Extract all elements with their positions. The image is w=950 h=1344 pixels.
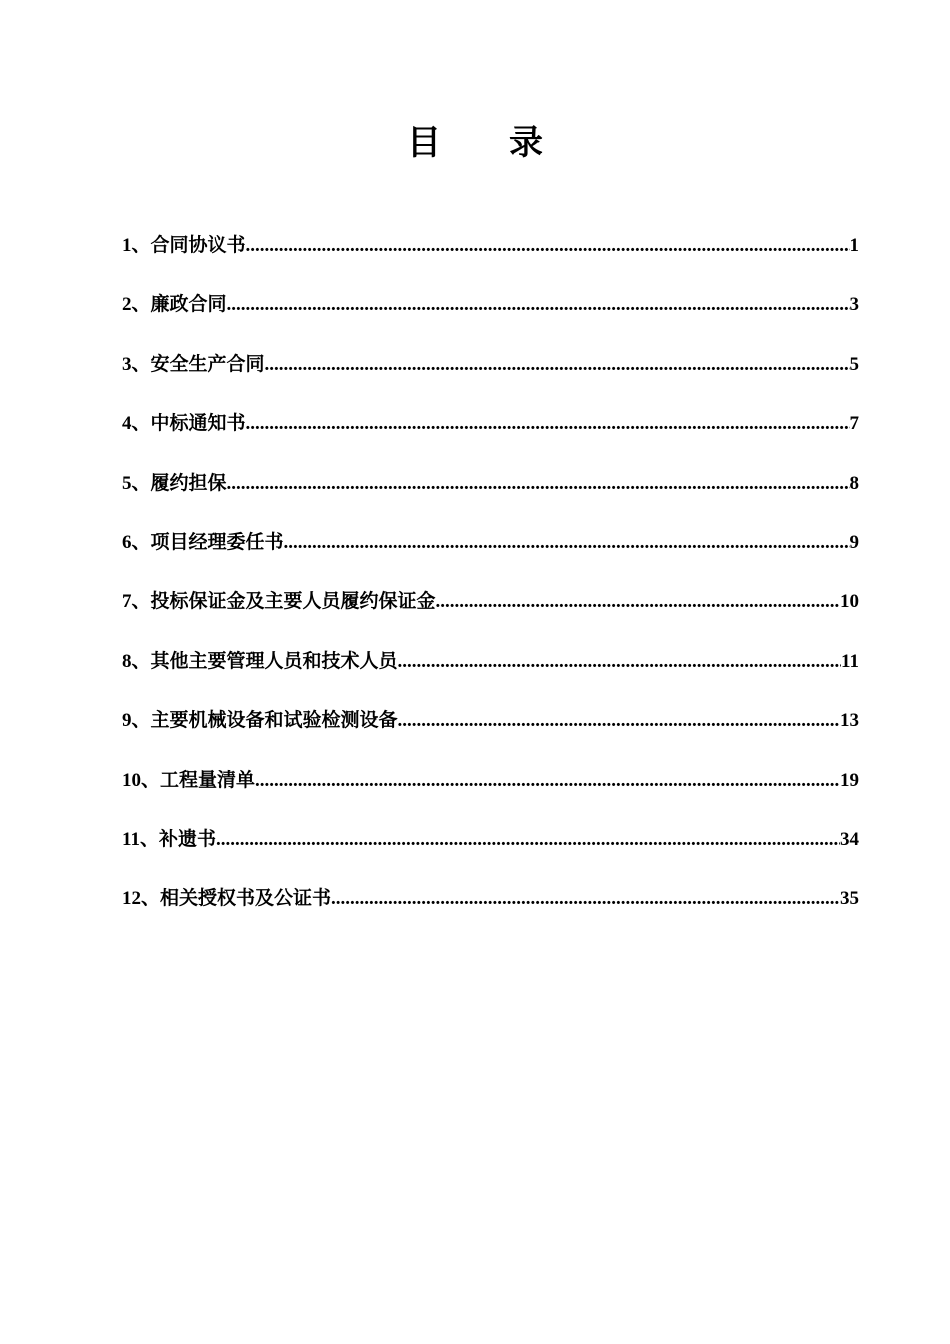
- toc-entry-label: 11、补遗书: [122, 828, 216, 850]
- toc-entry[interactable]: [122, 643, 859, 702]
- toc-entry-page: 5: [849, 353, 859, 375]
- toc-entry-label: 7、投标保证金及主要人员履约保证金: [122, 591, 436, 613]
- toc-entry-page: 35: [840, 888, 859, 910]
- table-of-contents: [122, 227, 859, 940]
- toc-leader-dots: [216, 821, 840, 859]
- toc-leader-dots: [255, 762, 840, 800]
- toc-entry-page: 19: [840, 769, 859, 791]
- toc-entry-page: 9: [849, 531, 859, 553]
- toc-entry-label: 1、合同协议书: [122, 235, 246, 256]
- toc-entry-page: 7: [849, 413, 859, 435]
- toc-leader-dots: [398, 702, 840, 740]
- toc-leader-dots: [436, 583, 840, 621]
- toc-leader-dots: [227, 286, 850, 324]
- toc-entry-label: 6、项目经理委任书: [122, 531, 284, 553]
- toc-entry-page: 8: [849, 472, 859, 494]
- toc-entry-label: 9、主要机械设备和试验检测设备: [122, 710, 398, 732]
- toc-entry-label: 8、其他主要管理人员和技术人员: [122, 650, 398, 672]
- toc-entry-label: 10、工程量清单: [122, 769, 256, 791]
- toc-entry-label: 4、中标通知书: [122, 413, 246, 435]
- toc-entry-page: 13: [840, 710, 859, 732]
- toc-entry[interactable]: [122, 346, 859, 405]
- toc-leader-dots: [331, 880, 840, 918]
- toc-entry[interactable]: [122, 583, 859, 642]
- toc-entry-page: 10: [840, 591, 859, 613]
- toc-leader-dots: [246, 227, 850, 265]
- toc-leader-dots: [284, 524, 850, 562]
- toc-entry[interactable]: [122, 762, 859, 821]
- toc-leader-dots: [227, 465, 850, 503]
- toc-entry-page: 34: [840, 828, 859, 850]
- toc-entry-page: 11: [841, 650, 859, 672]
- toc-entry[interactable]: [122, 227, 859, 286]
- toc-entry[interactable]: [122, 821, 859, 880]
- toc-entry[interactable]: [122, 286, 859, 345]
- toc-entry-page: 1: [849, 235, 859, 256]
- toc-entry-label: 5、履约担保: [122, 472, 227, 494]
- toc-entry[interactable]: [122, 465, 859, 524]
- toc-entry[interactable]: [122, 880, 859, 939]
- toc-title: 目 录: [407, 123, 543, 163]
- toc-leader-dots: [265, 346, 850, 384]
- toc-entry[interactable]: [122, 524, 859, 583]
- toc-entry-label: 2、廉政合同: [122, 294, 227, 316]
- toc-entry[interactable]: [122, 405, 859, 464]
- toc-leader-dots: [246, 405, 850, 443]
- toc-entry-label: 12、相关授权书及公证书: [122, 888, 332, 910]
- toc-entry-page: 3: [849, 294, 859, 316]
- toc-entry[interactable]: [122, 702, 859, 761]
- toc-leader-dots: [398, 643, 842, 681]
- toc-entry-label: 3、安全生产合同: [122, 353, 265, 375]
